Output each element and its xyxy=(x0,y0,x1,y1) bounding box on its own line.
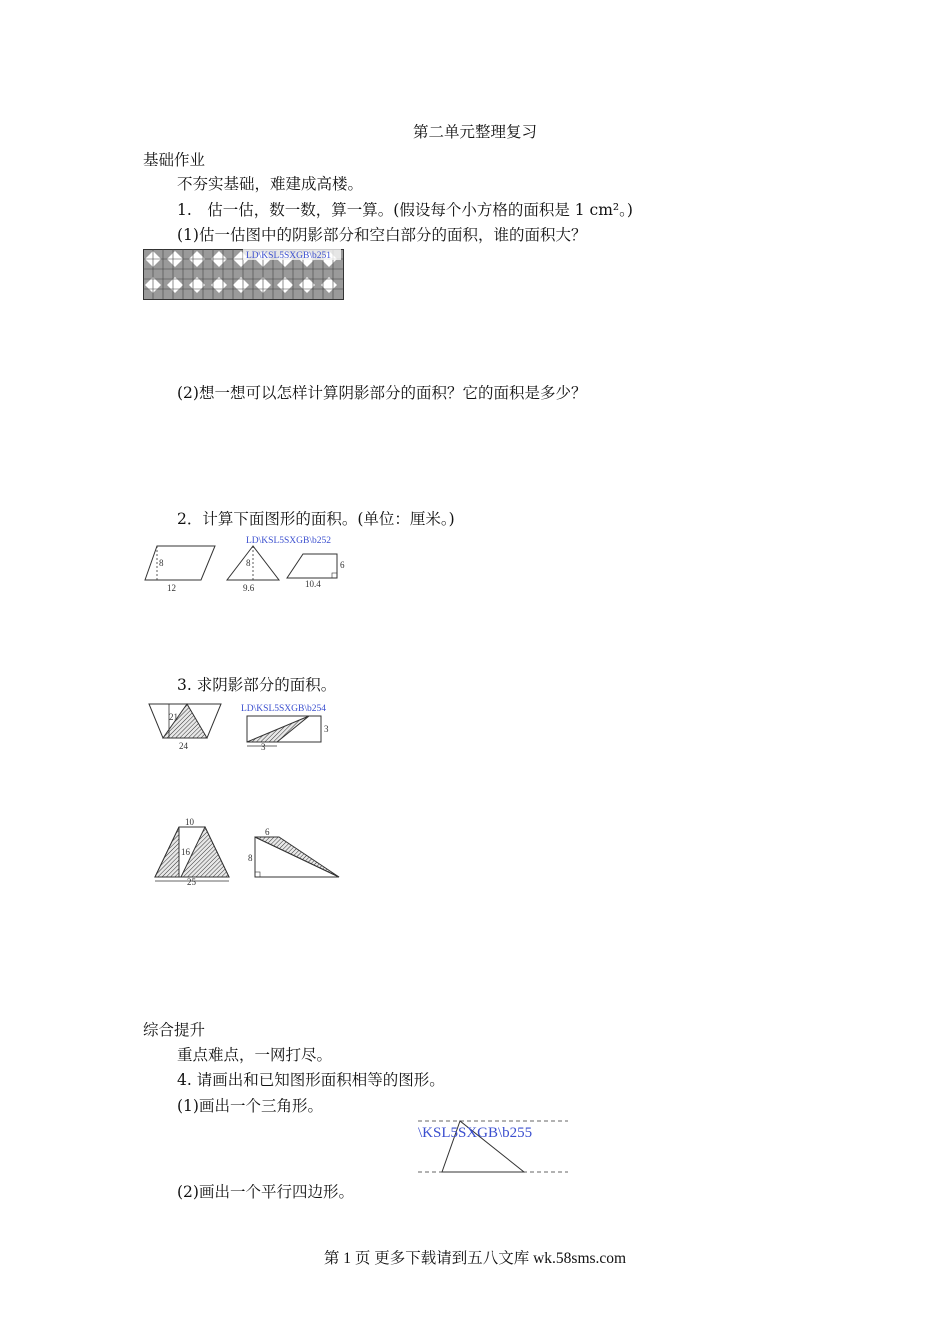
section-heading-advanced: 综合提升 xyxy=(143,1021,206,1039)
question-1: 1. 估一估，数一数，算一算。(假设每个小方格的面积是 1 cm²。) xyxy=(177,201,633,219)
label-height-1: 8 xyxy=(159,558,164,568)
label-i: 8 xyxy=(248,853,253,863)
label-base-3: 10.4 xyxy=(305,579,321,589)
watermark-label: LD\KSL5SXGB\b251 xyxy=(246,251,331,261)
q4-triangle-figure xyxy=(418,1118,568,1176)
question-4: 4. 请画出和已知图形面积相等的图形。 xyxy=(177,1071,445,1089)
watermark-label: LD\KSL5SXGB\b252 xyxy=(246,536,331,546)
q3-shaded-figures-bottom xyxy=(143,815,353,890)
watermark-label: \KSL5SXGB\b255 xyxy=(418,1125,533,1141)
label-a: 21 xyxy=(169,712,178,722)
page-footer: 第 1 页 更多下载请到五八文库 wk.58sms.com xyxy=(323,1250,627,1267)
q3-shaded-figures-top xyxy=(143,698,363,758)
question-1-part-1: (1)估一估图中的阴影部分和空白部分的面积，谁的面积大？ xyxy=(177,226,587,244)
question-1-part-2: (2)想一想可以怎样计算阴影部分的面积？它的面积是多少？ xyxy=(177,384,587,402)
question-3: 3. 求阴影部分的面积。 xyxy=(177,676,337,694)
label-d: 3 xyxy=(261,742,266,752)
label-base-2: 9.6 xyxy=(243,583,255,593)
label-height-3: 6 xyxy=(340,560,345,570)
motto-basic: 不夯实基础，难建成高楼。 xyxy=(177,175,364,193)
label-c: 3 xyxy=(324,724,329,734)
page-title: 第二单元整理复习 xyxy=(412,123,537,141)
question-2: 2．计算下面图形的面积。(单位：厘米。) xyxy=(177,510,455,528)
watermark-label: LD\KSL5SXGB\b254 xyxy=(241,704,326,714)
label-b: 24 xyxy=(179,741,188,751)
question-4-part-1: (1)画出一个三角形。 xyxy=(177,1097,323,1115)
motto-advanced: 重点难点，一网打尽。 xyxy=(177,1046,333,1064)
label-height-2: 8 xyxy=(246,558,251,568)
shaded-grid-figure xyxy=(143,249,345,301)
label-h: 6 xyxy=(265,827,270,837)
question-4-part-2: (2)画出一个平行四边形。 xyxy=(177,1183,354,1201)
label-base-1: 12 xyxy=(167,583,176,593)
label-f: 16 xyxy=(181,847,190,857)
label-e: 10 xyxy=(185,817,194,827)
section-heading-basic: 基础作业 xyxy=(143,151,206,169)
label-g: 25 xyxy=(187,877,196,887)
q2-shapes-figure xyxy=(143,532,373,596)
